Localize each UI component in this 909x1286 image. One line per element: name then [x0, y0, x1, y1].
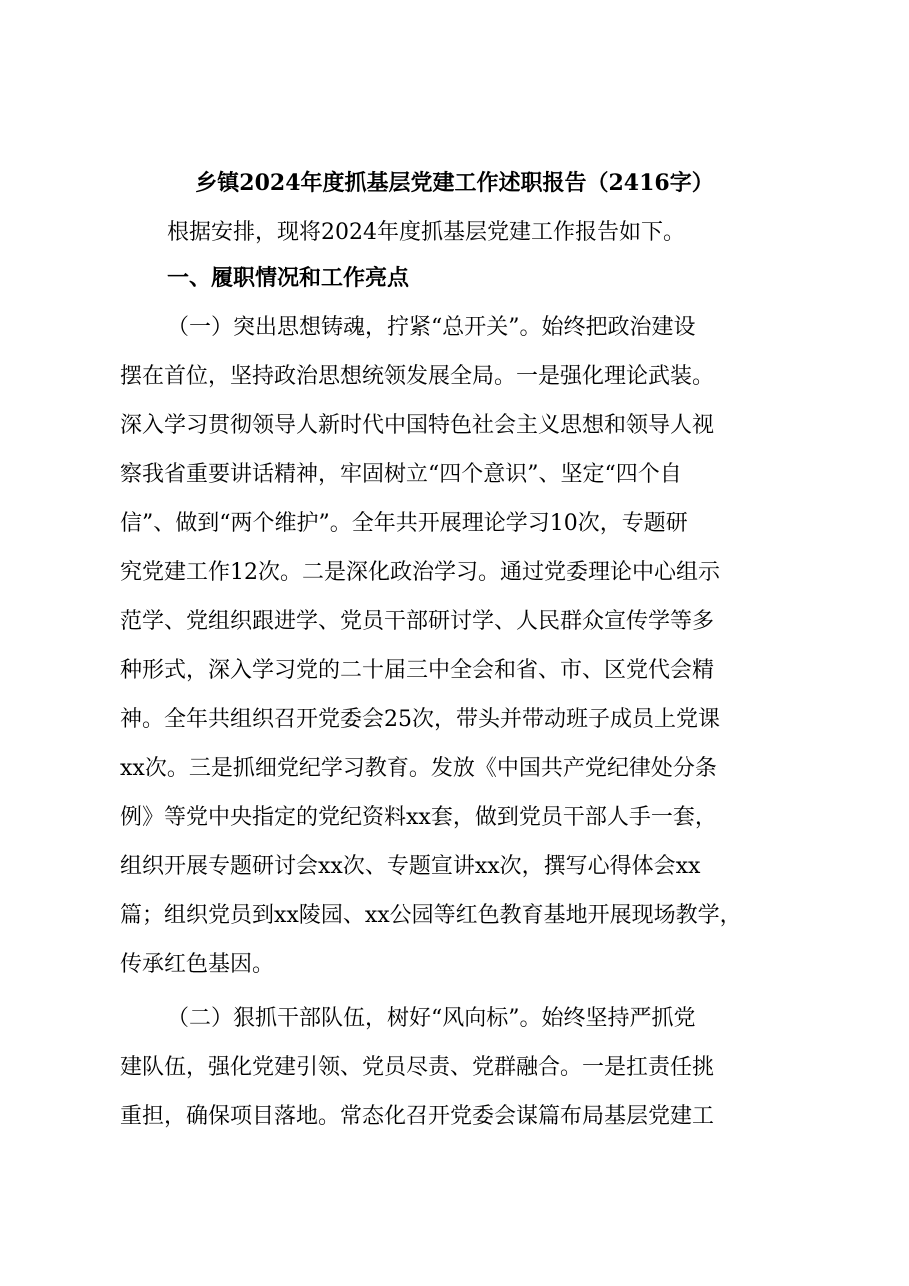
paragraph-line: 例》等党中央指定的党纪资料xx套，做到党员干部人手一套，	[120, 805, 717, 830]
paragraph-line: 组织开展专题研讨会xx次、专题宣讲xx次，撰写心得体会xx	[120, 854, 701, 879]
paragraph-line: 神。全年共组织召开党委会25次，带头并带动班子成员上党课	[120, 707, 720, 732]
paragraph-line: 篇；组织党员到xx陵园、xx公园等红色教育基地开展现场教学，	[120, 903, 742, 928]
paragraph-line: 深入学习贯彻领导人新时代中国特色社会主义思想和领导人视	[120, 413, 715, 438]
paragraph-line: 信”、做到“两个维护”。全年共开展理论学习10次，专题研	[120, 511, 688, 536]
paragraph-line: 重担，确保项目落地。常态化召开党委会谋篇布局基层党建工	[120, 1104, 715, 1129]
paragraph-line: （二）狠抓干部队伍，树好“风向标”。始终坚持严抓党	[167, 1006, 696, 1031]
paragraph-line: 究党建工作12次。二是深化政治学习。通过党委理论中心组示	[120, 560, 720, 585]
intro-paragraph: 根据安排，现将2024年度抓基层党建工作报告如下。	[167, 220, 685, 245]
paragraph-line: 范学、党组织跟进学、党员干部研讨学、人民群众宣传学等多	[120, 609, 715, 634]
paragraph-line: 摆在首位，坚持政治思想统领发展全局。一是强化理论武装。	[120, 364, 715, 389]
paragraph-line: xx次。三是抓细党纪学习教育。发放《中国共产党纪律处分条	[120, 756, 717, 781]
paragraph-line: 种形式，深入学习党的二十届三中全会和省、市、区党代会精	[120, 658, 715, 683]
paragraph-line: 建队伍，强化党建引领、党员尽责、党群融合。一是扛责任挑	[120, 1055, 715, 1080]
paragraph-line: 传承红色基因。	[120, 952, 275, 977]
paragraph-line: （一）突出思想铸魂，拧紧“总开关”。始终把政治建设	[167, 315, 696, 340]
document-title: 乡镇2024年度抓基层党建工作述职报告（2416字）	[195, 170, 714, 196]
section-heading: 一、履职情况和工作亮点	[167, 266, 410, 291]
paragraph-line: 察我省重要讲话精神，牢固树立“四个意识”、坚定“四个自	[120, 462, 682, 487]
